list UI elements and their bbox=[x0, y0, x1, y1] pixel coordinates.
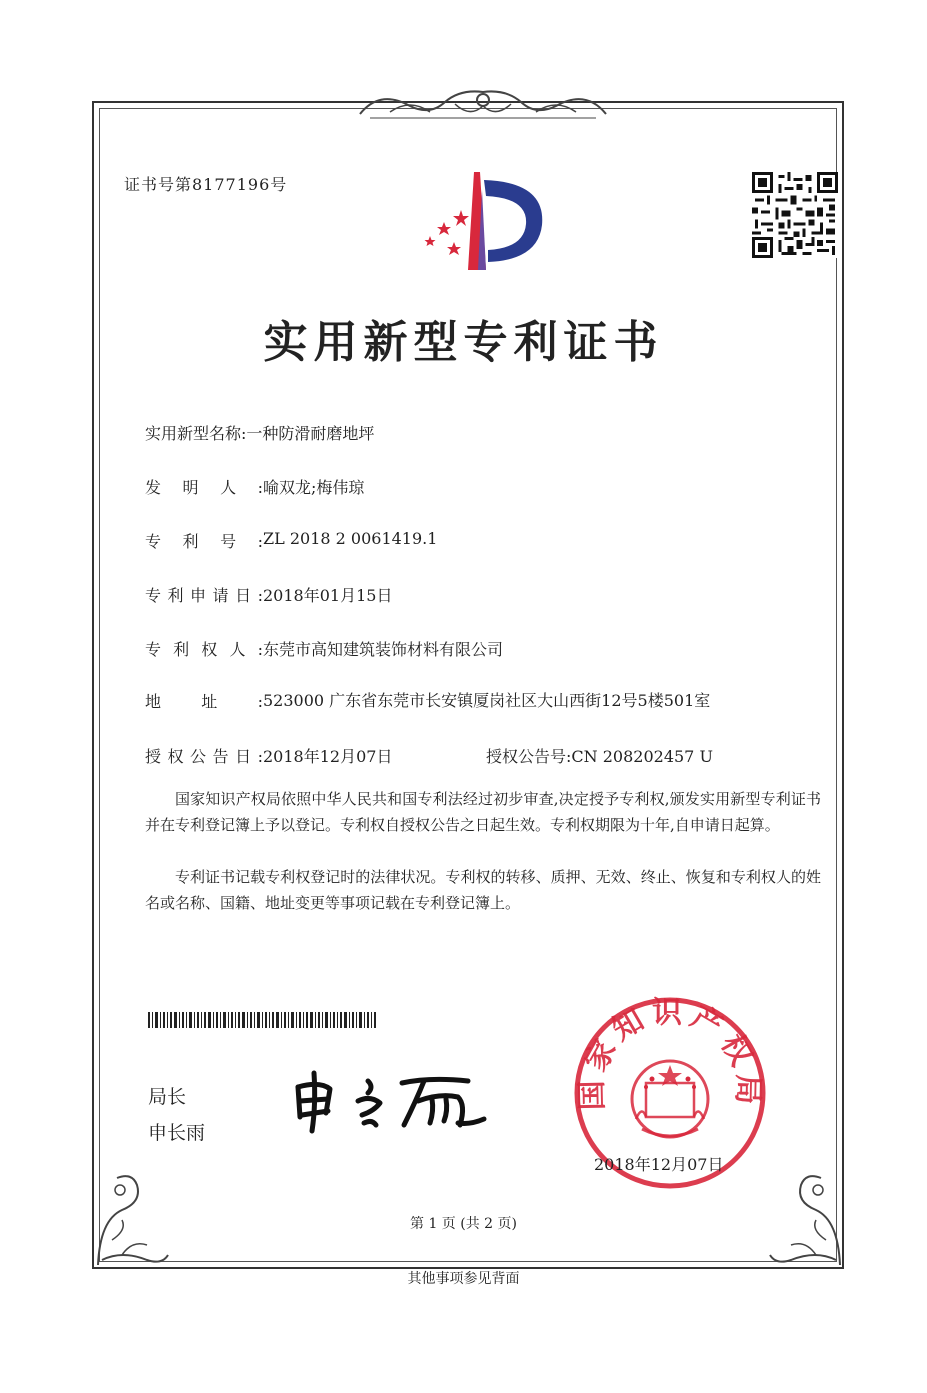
utility-model-name-value: 一种防滑耐磨地坪 bbox=[246, 424, 375, 443]
filing-date-value: 2018年01月15日 bbox=[263, 586, 393, 605]
utility-model-name-label: 实用新型名称: bbox=[145, 424, 247, 443]
patent-number-label: 专利号: bbox=[145, 532, 263, 551]
address-row bbox=[145, 689, 728, 713]
legal-status-paragraph: 专利证书记载专利权登记时的法律状况。专利权的转移、质押、无效、终止、恢复和专利权人的姓名或名称、国籍、地址变更等事项记载在专利登记簿上。 bbox=[145, 868, 821, 912]
back-side-note: 其他事项参见背面 bbox=[407, 1271, 520, 1287]
inventor-value: 喻双龙;梅伟琼 bbox=[263, 478, 365, 497]
announcement-date-row bbox=[145, 744, 392, 767]
seal-text: 国家知识产权局 bbox=[574, 995, 766, 1111]
address-value: 523000 广东省东莞市长安镇厦岗社区大山西街12号5楼501室 bbox=[263, 691, 711, 710]
patentee-row bbox=[145, 637, 503, 660]
barcode-icon bbox=[148, 1012, 376, 1028]
patentee-label: 专利权人: bbox=[145, 640, 263, 659]
inventor-row bbox=[145, 475, 364, 498]
announcement-date-value: 2018年12月07日 bbox=[263, 747, 393, 766]
document-title: 实用新型专利证书 bbox=[263, 317, 664, 368]
director-signature-icon bbox=[290, 1065, 490, 1135]
filing-date-label: 专利申请日: bbox=[145, 586, 263, 605]
patentee-value: 东莞市高知建筑装饰材料有限公司 bbox=[263, 640, 504, 659]
announcement-number-row bbox=[486, 744, 713, 767]
certificate-number: 证书号第8177196号 bbox=[124, 175, 288, 194]
announcement-number-value: CN 208202457 U bbox=[571, 747, 713, 766]
address-label: 地址: bbox=[145, 692, 263, 711]
filing-date-row bbox=[145, 583, 392, 606]
top-ornament-icon bbox=[350, 84, 616, 124]
seal-date: 2018年12月07日 bbox=[594, 1155, 724, 1174]
inventor-label: 发明人: bbox=[145, 478, 263, 497]
cnipa-emblem-icon bbox=[416, 170, 556, 280]
patent-number-row bbox=[145, 529, 437, 552]
director-name: 申长雨 bbox=[148, 1122, 206, 1144]
director-title: 局长 bbox=[148, 1086, 187, 1108]
qr-code-icon bbox=[752, 172, 838, 258]
svg-text:国家知识产权局 bbox=[575, 996, 766, 1111]
patent-number-value: ZL 2018 2 0061419.1 bbox=[263, 529, 438, 548]
page-indicator: 第 1 页 (共 2 页) bbox=[410, 1216, 517, 1232]
utility-model-name-row bbox=[145, 421, 374, 444]
announcement-number-label: 授权公告号: bbox=[486, 747, 572, 766]
grant-paragraph: 国家知识产权局依照中华人民共和国专利法经过初步审查,决定授予专利权,颁发实用新型专利证书并在专利登记簿上予以登记。专利权自授权公告之日起生效。专利权期限为十年,自申请日起算。 bbox=[145, 790, 821, 834]
announcement-date-label: 授权公告日: bbox=[145, 747, 263, 766]
